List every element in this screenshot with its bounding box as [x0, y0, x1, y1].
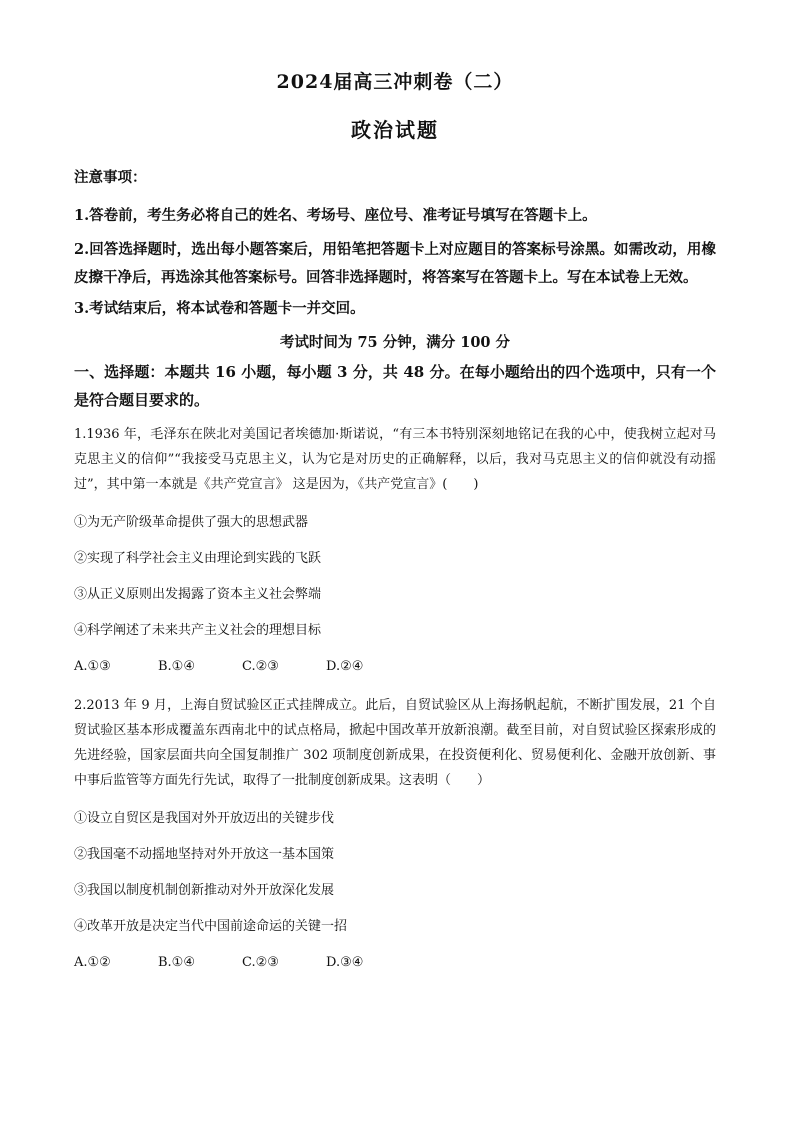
option-item: ④科学阐述了未来共产主义社会的理想目标: [74, 623, 322, 638]
answer-choice-b: B.①④: [158, 955, 195, 970]
answer-choice-c: C.②③: [242, 955, 279, 970]
option-item: ①设立自贸区是我国对外开放迈出的关键步伐: [74, 811, 335, 826]
answer-choice-d: D.③④: [326, 955, 364, 970]
option-item: ③从正义原则出发揭露了资本主义社会弊端: [74, 587, 322, 602]
answer-choices: [74, 657, 716, 677]
option-item: ②实现了科学社会主义由理论到实践的飞跃: [74, 551, 322, 566]
option-item: ②我国毫不动摇地坚持对外开放这一基本国策: [74, 847, 335, 862]
answer-choices: [74, 953, 716, 973]
option-item: ④改革开放是决定当代中国前途命运的关键一招: [74, 919, 348, 934]
option-item: ①为无产阶级革命提供了强大的思想武器: [74, 515, 309, 530]
notice-heading: 注意事项：: [74, 169, 147, 186]
question-stem: 2.2013 年 9 月，上海自贸试验区正式挂牌成立。此后，自贸试验区从上海扬帆起航，不断扩围发展，21 个自贸试验区基本形成覆盖东西南北中的试点格局，掀起中国改革开放新浪潮。截至目前，对自贸试验区探索形成的先进经验，国家层面共向全国复制推广 302 项制度创新成果，在投资便利化、贸易便利化、金融开放创新、事中事后监管等方面先行先试，取得了一批制度创新成果。这表明（ ）: [74, 698, 716, 788]
option-item: ③我国以制度机制创新推动对外开放深化发展: [74, 883, 335, 898]
notice-item-2: 2.回答选择题时，选出每小题答案后，用铅笔把答题卡上对应题目的答案标号涂黑。如需改动，用橡皮擦干净后，再选涂其他答案标号。回答非选择题时，将答案写在答题卡上。写在本试卷上无效。: [74, 241, 716, 286]
exam-time: 考试时间为 75 分钟，满分 100 分: [279, 334, 511, 351]
answer-choice-a: A.①②: [74, 955, 111, 970]
answer-choice-a: A.①③: [74, 659, 111, 674]
question-2: [74, 693, 716, 973]
answer-choice-b: B.①④: [158, 659, 195, 674]
question-stem: 1.1936 年，毛泽东在陕北对美国记者埃德加·斯诺说，“有三本书特别深刻地铭记在我的心中，使我树立起对马克思主义的信仰”“我接受马克思主义，认为它是对历史的正确解释，以后，我对马克思主义的信仰就没有动摇过”，其中第一本就是《共产党宣言》 这是因为，《共产党宣言》( ): [74, 427, 716, 492]
question-1: [74, 422, 716, 677]
notice-item-1: 1.答卷前，考生务必将自己的姓名、考场号、座位号、准考证号填写在答题卡上。: [74, 207, 597, 224]
notice-item-3: 3.考试结束后，将本试卷和答题卡一并交回。: [74, 300, 365, 317]
page-subtitle: 政治试题: [351, 118, 439, 142]
answer-choice-d: D.②④: [326, 659, 364, 674]
section-heading: 一、选择题：本题共 16 小题，每小题 3 分，共 48 分。在每小题给出的四个选项中，只有一个是符合题目要求的。: [74, 363, 716, 409]
page-title: 2024届高三冲刺卷（二）: [276, 71, 514, 93]
answer-choice-c: C.②③: [242, 659, 279, 674]
